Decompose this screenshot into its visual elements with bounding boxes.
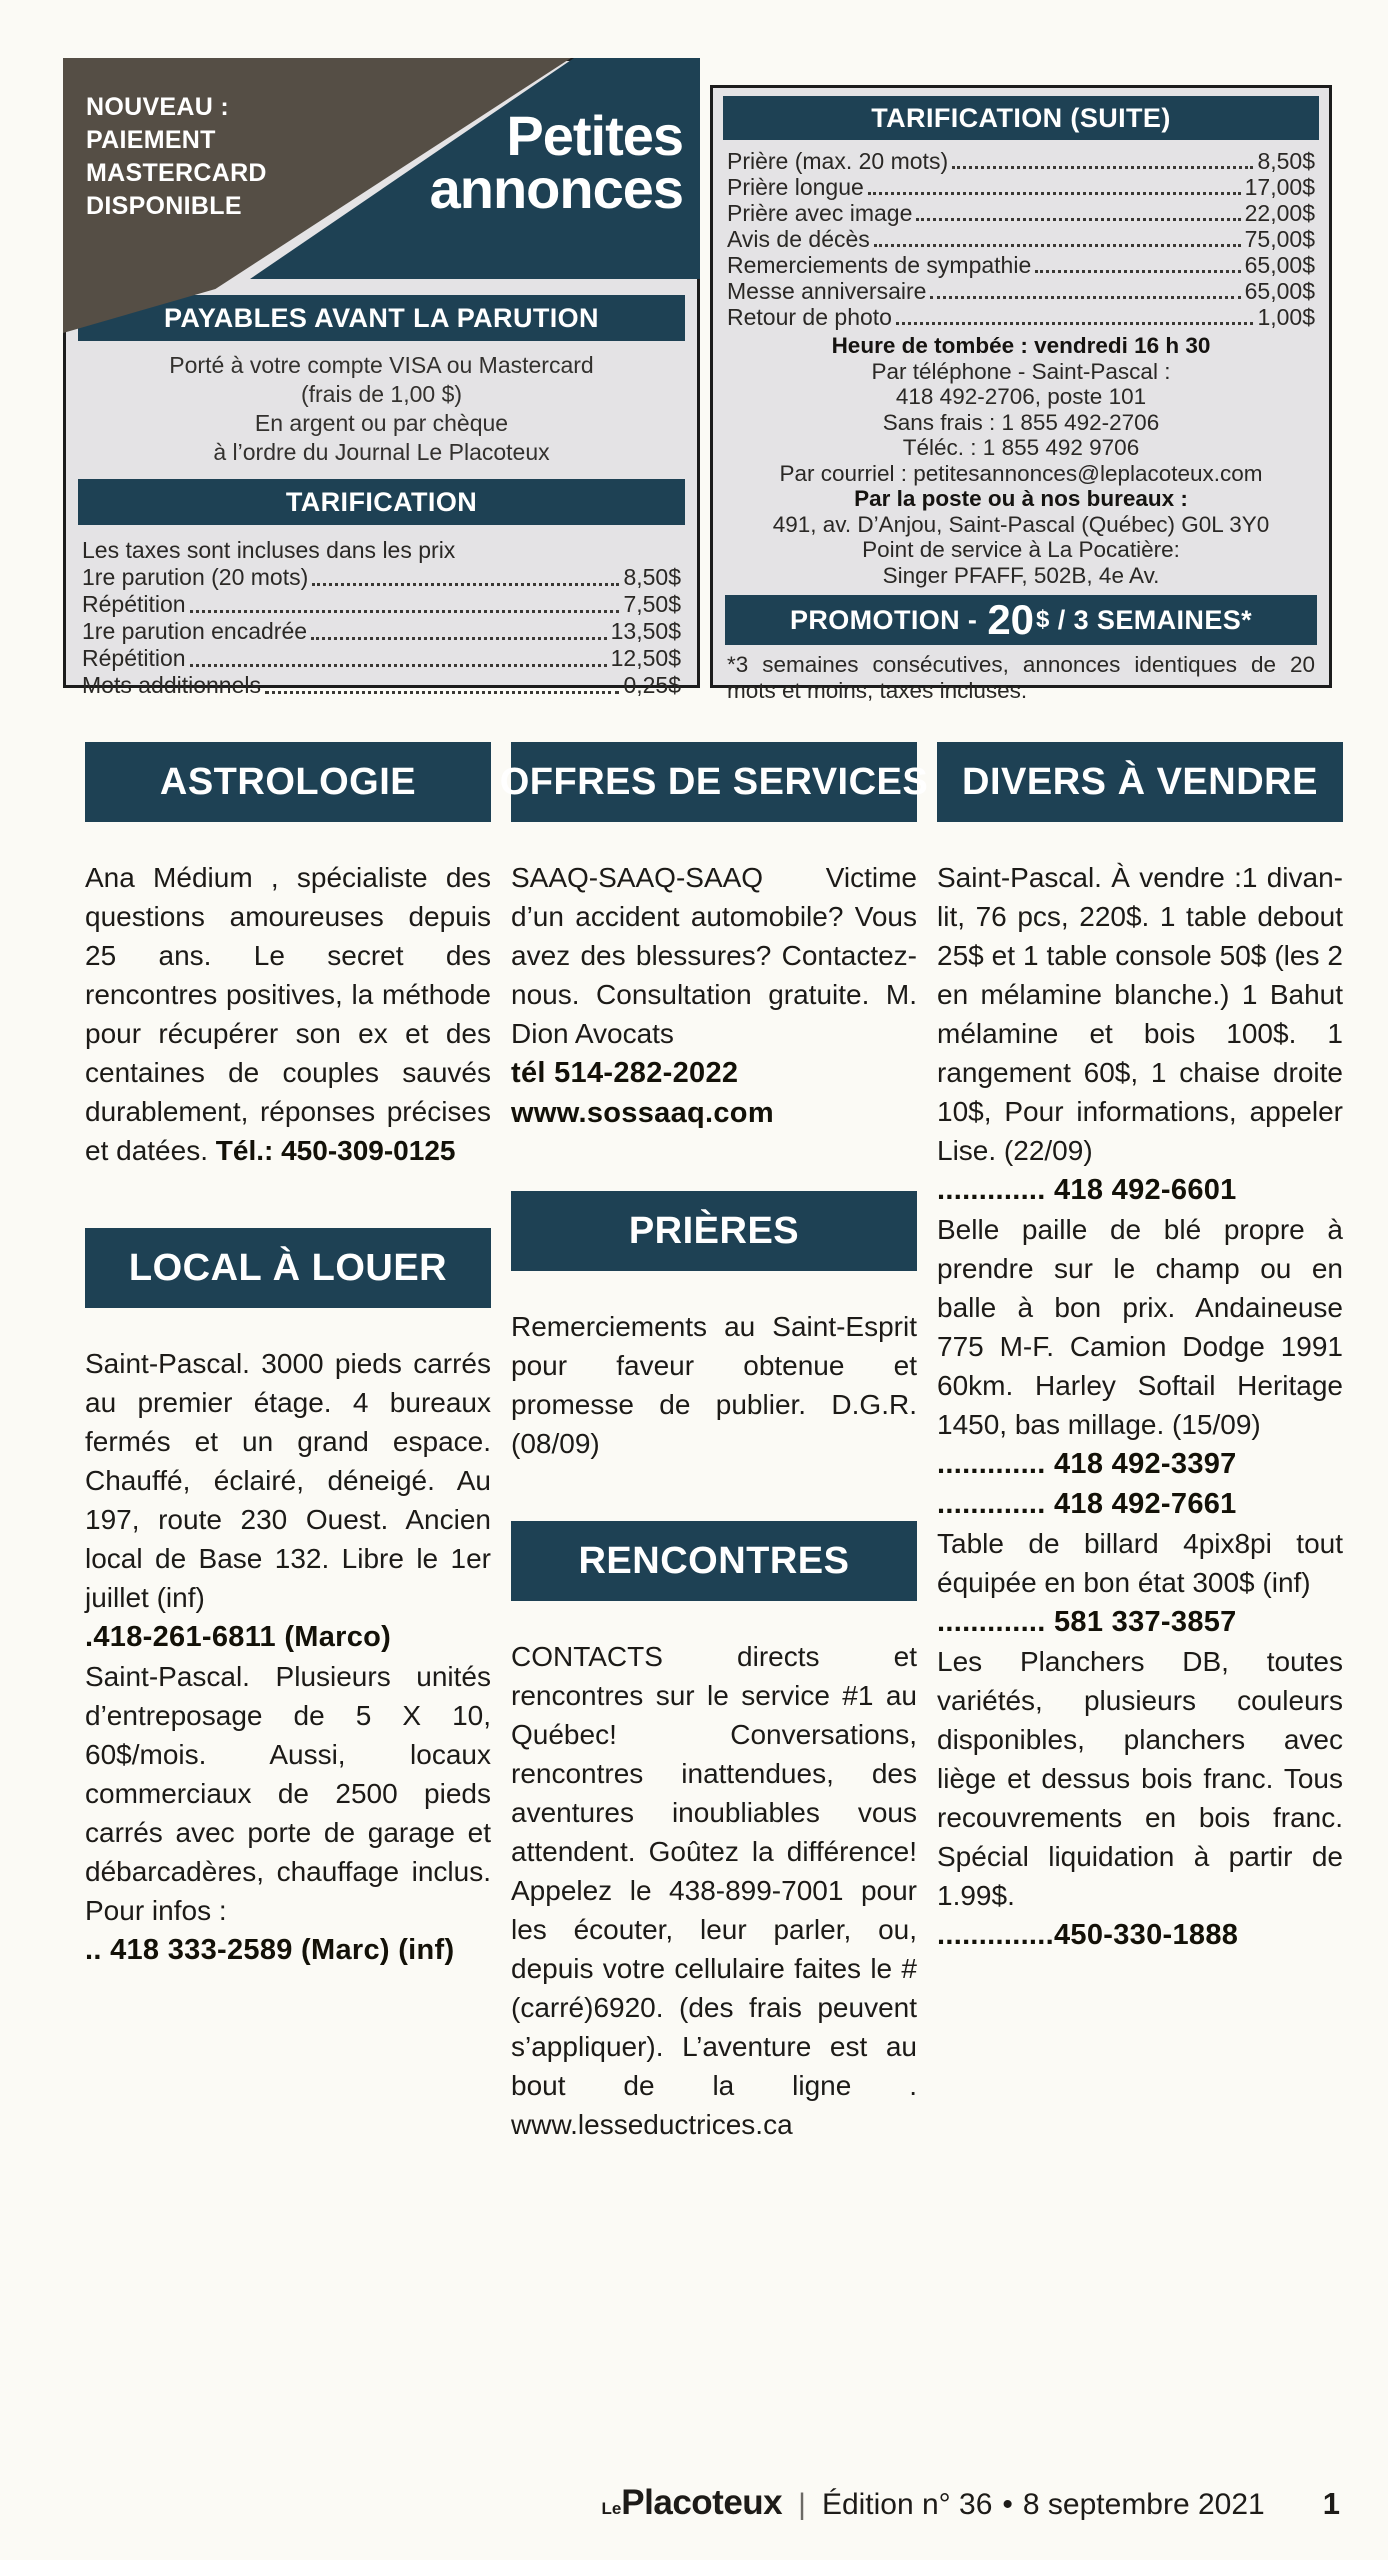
- section-header-local-a-louer: LOCAL À LOUER: [85, 1228, 491, 1308]
- ad-divers-3: [937, 1524, 1343, 1602]
- dotted-leader: [311, 637, 607, 640]
- rate-row: [82, 618, 681, 645]
- rate-price: 8,50$: [623, 564, 681, 590]
- rate-price: 75,00$: [1244, 226, 1315, 252]
- rate-row: [727, 200, 1315, 226]
- rate-row: [727, 278, 1315, 304]
- dotted-leader: [930, 296, 1240, 299]
- rate-label: Prière (max. 20 mots): [727, 148, 949, 174]
- rate-label: 1re parution encadrée: [82, 618, 308, 644]
- payment-line: Porté à votre compte VISA ou Mastercard: [169, 352, 594, 378]
- column-2: [499, 742, 929, 2144]
- rate-price: 7,50$: [623, 591, 681, 617]
- footer-edition: Édition n° 36: [821, 2488, 993, 2521]
- dotted-leader: [190, 664, 607, 667]
- rate-table: [82, 537, 681, 699]
- rate-label: Remerciements de sympathie: [727, 252, 1032, 278]
- rate-label: Avis de décès: [727, 226, 870, 252]
- ad-body: CONTACTS directs et rencontres sur le service #1 au Québec! Conversations, rencontres inattendues, des aventures inoubliables vous attendent. Goûtez la différence! Appelez le 438-899-7001 pour les écouter, leur parler, ou, depuis votre cellulaire faites le #(carré)6920. (des frais peuvent s’appliquer). L’aventure est au bout de la ligne . www.lesseductrices.ca: [511, 1641, 917, 2140]
- rate-price: 22,00$: [1244, 200, 1315, 226]
- rate-price: 17,00$: [1244, 174, 1315, 200]
- rate-label: Prière longue: [727, 174, 864, 200]
- payment-line: En argent ou par chèque: [254, 410, 509, 436]
- footer-date: 8 septembre 2021: [1022, 2488, 1265, 2521]
- rate-row: [82, 672, 681, 699]
- rate-row: [727, 252, 1315, 278]
- rate-price: 0,25$: [623, 672, 681, 698]
- rate-row: [727, 304, 1315, 330]
- ad-body: Saint-Pascal. À vendre :1 divan-lit, 76 pcs, 220$. 1 table debout 25$ et 1 table console 50$ (les 2 en mélamine blanche.) 1 Bahut mélamine et bois 100$. 1 rangement 60$, 1 chaise droite 10$, Pour informations, appeler Lise. (22/09): [937, 862, 1343, 1166]
- payment-instructions: [66, 351, 697, 467]
- ad-website: www.sossaaq.com: [511, 1097, 774, 1129]
- ad-local-1: [85, 1344, 491, 1617]
- section-header-prieres: PRIÈRES: [511, 1191, 917, 1271]
- badge-line: PAIEMENT: [86, 126, 216, 154]
- contact-block: [723, 333, 1319, 588]
- mastercard-badge: [86, 91, 267, 223]
- tarification-suite-title-bar: TARIFICATION (SUITE): [723, 96, 1319, 140]
- mail-line: Singer PFAFF, 502B, 4e Av.: [882, 562, 1160, 588]
- rate-row: [727, 226, 1315, 252]
- classifieds-columns: [85, 742, 1343, 2144]
- rate-label: Retour de photo: [727, 304, 892, 330]
- ad-divers-4: [937, 1642, 1343, 1915]
- section-header-rencontres: RENCONTRES: [511, 1521, 917, 1601]
- promotion-footnote: *3 semaines consécutives, annonces identiques de 20 mots et moins, taxes incluses.: [727, 652, 1315, 703]
- rate-row: [727, 174, 1315, 200]
- dotted-leader: [916, 218, 1240, 221]
- ad-phone: tél 514-282-2022: [511, 1057, 739, 1089]
- contact-line-email: Par courriel : petitesannonces@leplacoteux.com: [779, 460, 1263, 486]
- promo-currency: $: [1036, 606, 1050, 633]
- deadline-line: Heure de tombée : vendredi 16 h 30: [831, 333, 1211, 358]
- rate-price: 8,50$: [1257, 148, 1315, 174]
- ad-divers-2: [937, 1210, 1343, 1444]
- mail-line: 491, av. D’Anjou, Saint-Pascal (Québec) G0L 3Y0: [772, 511, 1270, 537]
- contact-line: Par téléphone - Saint-Pascal :: [871, 358, 1171, 384]
- footer-bullet: •: [1002, 2488, 1013, 2521]
- ad-priere: [511, 1307, 917, 1463]
- dotted-leader: [952, 166, 1253, 169]
- ad-rencontres: [511, 1637, 917, 2144]
- ad-body: Remerciements au Saint-Esprit pour faveur obtenue et promesse de publier. D.G.R. (08/09): [511, 1311, 917, 1459]
- contact-line: 418 492-2706, poste 101: [895, 384, 1147, 409]
- rate-row: [727, 148, 1315, 174]
- tarification-title-bar: TARIFICATION: [78, 479, 685, 525]
- dotted-leader: [1035, 270, 1240, 273]
- footer-logo-le: Le: [601, 2499, 622, 2518]
- ad-body: Saint-Pascal. 3000 pieds carrés au premier étage. 4 bureaux fermés et un grand espace. Chauffé, éclairé, déneigé. Au 197, route 230 Ouest. Ancien local de Base 132. Libre le 1er juillet (inf): [85, 1348, 491, 1613]
- ad-phone: ..............450-330-1888: [937, 1919, 1239, 1951]
- rate-price: 1,00$: [1257, 304, 1315, 330]
- rate-label: Messe anniversaire: [727, 278, 927, 304]
- section-header-astrologie: ASTROLOGIE: [85, 742, 491, 822]
- ad-body: Saint-Pascal. Plusieurs unités d’entreposage de 5 X 10, 60$/mois. Aussi, locaux commerciaux de 2500 pieds carrés avec porte de garage et débarcadères, chauffage inclus. Pour infos :: [85, 1661, 491, 1926]
- ad-phone: .418-261-6811 (Marco): [85, 1621, 392, 1653]
- rate-label: Prière avec image: [727, 200, 913, 226]
- ad-body: Table de billard 4pix8pi tout équipée en bon état 300$ (inf): [937, 1528, 1343, 1598]
- promo-suffix: / 3 SEMAINES*: [1057, 604, 1253, 635]
- footer-page-number: 1: [1322, 2486, 1340, 2521]
- ad-body: Ana Médium , spécialiste des questions amoureuses depuis 25 ans. Le secret des rencontres positives, la méthode pour récupérer son ex et des centaines de couples sauvés durablement, réponses précises et datées.: [85, 862, 491, 1166]
- contact-line: Téléc. : 1 855 492 9706: [902, 435, 1140, 460]
- ad-astrologie: [85, 858, 491, 1170]
- contact-line: Sans frais : 1 855 492-2706: [882, 409, 1160, 435]
- rate-price: 65,00$: [1244, 252, 1315, 278]
- suite-rate-table: [727, 148, 1315, 330]
- rate-price: 13,50$: [610, 618, 681, 644]
- ad-body: Les Planchers DB, toutes variétés, plusieurs couleurs disponibles, planchers avec liège et dessus bois franc. Tous recouvrements en bois franc. Spécial liquidation à partir de 1.99$.: [937, 1646, 1343, 1911]
- rate-row: [82, 564, 681, 591]
- payment-line: à l’ordre du Journal Le Placoteux: [213, 439, 550, 465]
- rate-label: Répétition: [82, 591, 186, 617]
- dotted-leader: [868, 192, 1241, 195]
- column-1: [85, 742, 491, 2144]
- promo-amount: 20: [987, 596, 1035, 643]
- dotted-leader: [312, 583, 619, 586]
- rate-price: 12,50$: [610, 645, 681, 671]
- dotted-leader: [896, 322, 1253, 325]
- masthead-band: [66, 61, 697, 289]
- column-3: [937, 742, 1343, 2144]
- ad-phone: Tél.: 450-309-0125: [215, 1135, 456, 1166]
- badge-line: DISPONIBLE: [86, 192, 242, 220]
- rate-label: Mots additionnels: [82, 672, 261, 698]
- rate-price: 65,00$: [1244, 278, 1315, 304]
- logo-line: annonces: [429, 157, 683, 220]
- ad-local-2: [85, 1657, 491, 1930]
- rate-row: [82, 591, 681, 618]
- masthead-box: [63, 58, 700, 698]
- ad-phone: ............. 418 492-7661: [937, 1488, 1237, 1520]
- rate-row: [82, 645, 681, 672]
- section-header-divers-a-vendre: DIVERS À VENDRE: [937, 742, 1343, 822]
- ad-phone: ............. 581 337-3857: [937, 1606, 1237, 1638]
- section-header-offres-de-services: OFFRES DE SERVICES: [511, 742, 917, 822]
- ad-phone: ............. 418 492-6601: [937, 1174, 1237, 1206]
- ad-body: Belle paille de blé propre à prendre sur le champ ou en balle à bon prix. Andaineuse 775 M-F. Camion Dodge 1991 60km. Harley Softail Heritage 1450, bas millage. (15/09): [937, 1214, 1343, 1440]
- rate-label: 1re parution (20 mots): [82, 564, 309, 590]
- tax-note-text: Les taxes sont incluses dans les prix: [82, 537, 456, 563]
- petites-annonces-logo: [429, 104, 683, 220]
- ad-body: SAAQ-SAAQ-SAAQ Victime d’un accident automobile? Vous avez des blessures? Contactez-nous. Consultation gratuite. M. Dion Avocats: [511, 862, 917, 1049]
- dotted-leader: [874, 244, 1241, 247]
- dotted-leader: [265, 691, 619, 694]
- promo-prefix: PROMOTION -: [789, 604, 978, 635]
- dotted-leader: [190, 610, 620, 613]
- mail-heading: Par la poste ou à nos bureaux :: [854, 486, 1188, 511]
- logo-line: Petites: [506, 104, 683, 167]
- tarification-suite-box: [710, 85, 1332, 703]
- payables-title-bar: PAYABLES AVANT LA PARUTION: [78, 295, 685, 341]
- mail-line: Point de service à La Pocatière:: [862, 537, 1180, 562]
- badge-line: MASTERCARD: [86, 159, 267, 187]
- tax-note: [82, 537, 681, 564]
- ad-saaq: [511, 858, 917, 1053]
- ad-divers-1: [937, 858, 1343, 1170]
- promotion-bar: [725, 595, 1317, 645]
- ad-phone: .. 418 333-2589 (Marc) (inf): [85, 1934, 455, 1966]
- footer-logo-placoteux: Placoteux: [621, 2483, 783, 2522]
- rate-label: Répétition: [82, 645, 186, 671]
- payment-line: (frais de 1,00 $): [300, 381, 463, 407]
- footer-separator: |: [798, 2488, 806, 2521]
- badge-line: NOUVEAU :: [86, 93, 229, 121]
- ad-phone: ............. 418 492-3397: [937, 1448, 1237, 1480]
- page-footer: [0, 2483, 1340, 2523]
